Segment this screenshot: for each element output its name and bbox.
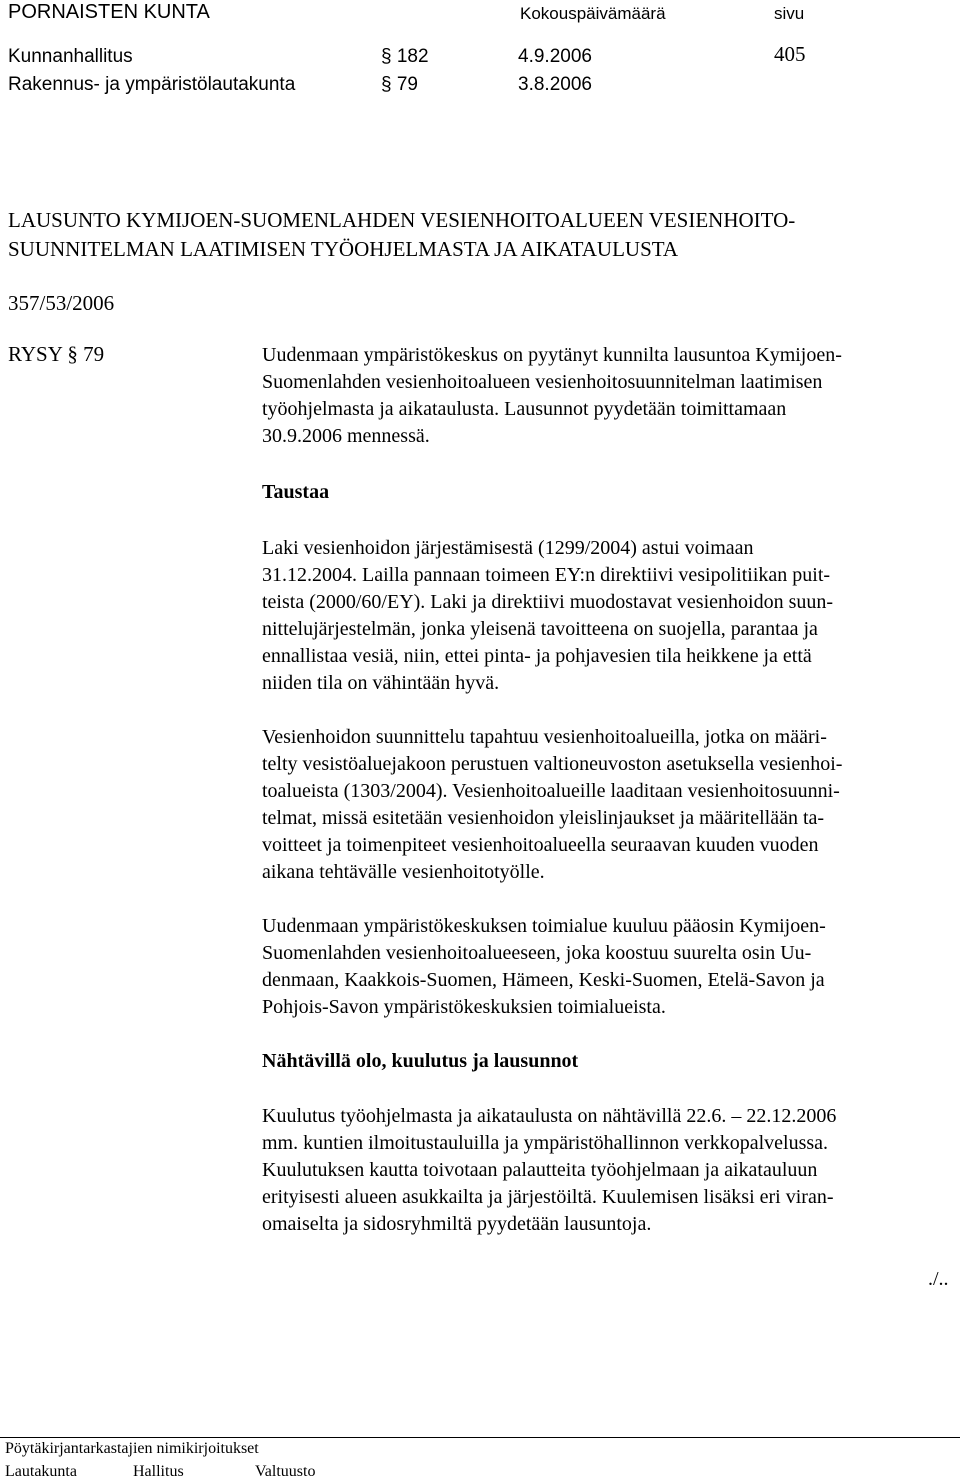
text-line: Pohjois-Savon ympäristökeskuksien toimialueista. <box>262 996 666 1018</box>
section-heading-background: Taustaa <box>262 481 330 503</box>
case-number: 357/53/2006 <box>8 291 115 315</box>
footer-column-council: Valtuusto <box>255 1463 316 1480</box>
margin-reference: RYSY § 79 <box>8 342 105 366</box>
text-line: teista (2000/60/EY). Laki ja direktiivi muodostavat vesienhoidon suun- <box>262 591 834 613</box>
display-paragraph <box>262 1103 942 1238</box>
body-name-1: Kunnanhallitus <box>8 46 133 67</box>
text-line: Kuulutus työohjelmasta ja aikataulusta on nähtävillä 22.6. – 22.12.2006 <box>262 1105 837 1127</box>
page-number: 405 <box>774 42 806 66</box>
body-section-2: § 79 <box>381 74 418 95</box>
page-label: sivu <box>774 4 805 23</box>
background-paragraph-1 <box>262 535 942 697</box>
background-paragraph-2 <box>262 724 942 886</box>
document-title <box>8 206 795 264</box>
text-line: aikana tehtävälle vesienhoitotyölle. <box>262 861 545 883</box>
continuation-mark: ./.. <box>928 1268 949 1290</box>
background-paragraph-3 <box>262 913 942 1021</box>
footer-label: Pöytäkirjantarkastajien nimikirjoitukset <box>5 1440 259 1457</box>
body-date-2: 3.8.2006 <box>518 74 592 95</box>
meeting-date-label: Kokouspäivämäärä <box>520 4 666 23</box>
text-line: nittelujärjestelmän, jonka yleisenä tavoitteena on suojella, parantaa ja <box>262 618 818 640</box>
text-line: mm. kuntien ilmoitustauluilla ja ympäristöhallinnon verkkopalvelussa. <box>262 1132 829 1154</box>
intro-paragraph <box>262 342 942 450</box>
text-line: Vesienhoidon suunnittelu tapahtuu vesienhoitoalueilla, jotka on määri- <box>262 726 827 748</box>
footer-column-board: Lautakunta <box>5 1463 77 1480</box>
footer-divider <box>0 1437 960 1438</box>
text-line: Uudenmaan ympäristökeskus on pyytänyt kunnilta lausuntoa Kymijoen- <box>262 344 842 366</box>
text-line: telmat, missä esitetään vesienhoidon yleislinjaukset ja määritellään ta- <box>262 807 825 829</box>
text-line: työohjelmasta ja aikataulusta. Lausunnot pyydetään toimittamaan <box>262 398 787 420</box>
body-date-1: 4.9.2006 <box>518 46 592 67</box>
text-line: erityisesti alueen asukkailta ja järjestöiltä. Kuulemisen lisäksi eri viran- <box>262 1186 834 1208</box>
text-line: niiden tila on vähintään hyvä. <box>262 672 500 694</box>
title-line: SUUNNITELMAN LAATIMISEN TYÖOHJELMASTA JA AIKATAULUSTA <box>8 237 679 261</box>
text-line: omaiselta ja sidosryhmiltä pyydetään lausuntoja. <box>262 1213 652 1235</box>
text-line: Suomenlahden vesienhoitoalueeseen, joka koostuu suurelta osin Uu- <box>262 942 812 964</box>
text-line: Suomenlahden vesienhoitoalueen vesienhoitosuunnitelman laatimisen <box>262 371 823 393</box>
section-heading-display: Nähtävillä olo, kuulutus ja lausunnot <box>262 1050 579 1072</box>
text-line: Uudenmaan ympäristökeskuksen toimialue kuuluu pääosin Kymijoen- <box>262 915 826 937</box>
municipality-name: PORNAISTEN KUNTA <box>8 1 210 23</box>
text-line: toalueista (1303/2004). Vesienhoitoalueille laaditaan vesienhoitosuunni- <box>262 780 840 802</box>
text-line: 30.9.2006 mennessä. <box>262 425 430 447</box>
title-line: LAUSUNTO KYMIJOEN-SUOMENLAHDEN VESIENHOITOALUEEN VESIENHOITO- <box>8 208 796 232</box>
text-line: ennallistaa vesiä, niin, ettei pinta- ja pohjavesien tila heikkene ja että <box>262 645 812 667</box>
text-line: Kuulutuksen kautta toivotaan palautteita työohjelmaan ja aikatauluun <box>262 1159 818 1181</box>
footer-column-government: Hallitus <box>133 1463 184 1480</box>
text-line: telty vesistöaluejakoon perustuen valtioneuvoston asetuksella vesienhoi- <box>262 753 843 775</box>
body-name-2: Rakennus- ja ympäristölautakunta <box>8 74 296 95</box>
text-line: 31.12.2004. Lailla pannaan toimeen EY:n direktiivi vesipolitiikan puit- <box>262 564 831 586</box>
text-line: denmaan, Kaakkois-Suomen, Hämeen, Keski-Suomen, Etelä-Savon ja <box>262 969 825 991</box>
text-line: Laki vesienhoidon järjestämisestä (1299/2004) astui voimaan <box>262 537 754 559</box>
text-line: voitteet ja toimenpiteet vesienhoitoalueella seuraavan kuuden vuoden <box>262 834 819 856</box>
body-section-1: § 182 <box>381 46 429 67</box>
